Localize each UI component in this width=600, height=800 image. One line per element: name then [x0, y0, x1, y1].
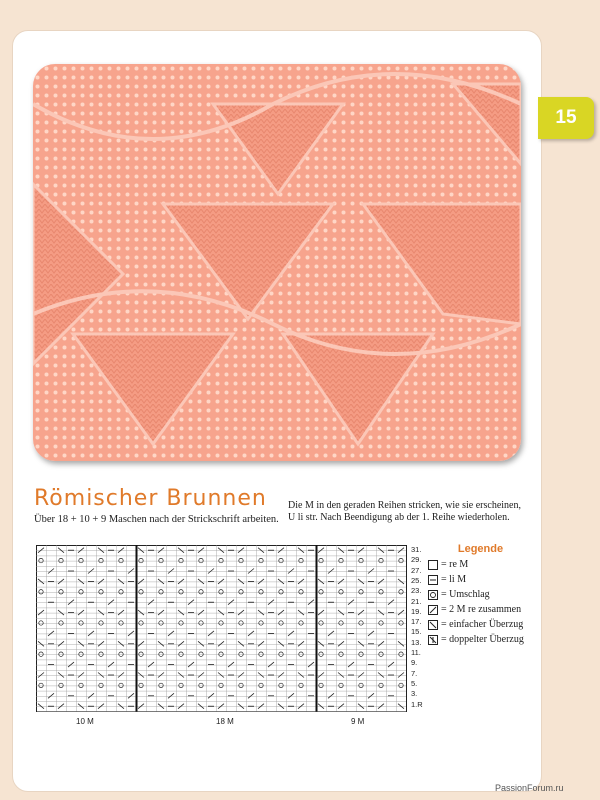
legend-label: = li M [441, 574, 467, 585]
row-number: 23. [411, 586, 422, 596]
legend-item-k2tog [428, 604, 533, 616]
row-number: 11. [411, 648, 421, 657]
row-number: 17. [411, 617, 422, 627]
row-number: 27. [411, 565, 422, 575]
row-number: 13. [411, 637, 422, 647]
legend-label: = doppelter Überzug [441, 634, 524, 645]
knit-icon [428, 560, 438, 570]
row-number: 3. [411, 689, 418, 699]
row-number: 19. [411, 606, 422, 616]
legend-item-yarn-over [428, 589, 533, 601]
row-number: 9. [411, 658, 418, 668]
row-number: 31. [411, 545, 422, 554]
row-number: 25. [411, 575, 422, 585]
knitting-swatch-photo [33, 64, 521, 461]
row-number: 1.R [411, 699, 423, 709]
row-number: 5. [411, 678, 418, 688]
legend-items [428, 559, 533, 646]
segment-label: 10 M [76, 717, 94, 726]
legend-label: = 2 M re zusammen [441, 604, 522, 615]
description-line-2: U li str. Nach Beendigung ab der 1. Reihe wiederholen. [288, 512, 510, 523]
segment-label: 9 M [351, 717, 365, 726]
knitting-chart [36, 545, 408, 717]
legend-item-ssk [428, 619, 533, 631]
yarn-over-icon [428, 590, 438, 600]
legend-title: Legende [457, 543, 504, 555]
legend-label: = re M [441, 559, 469, 570]
description-line-1: Die M in den geraden Reihen stricken, wie sie erscheinen, [288, 500, 521, 511]
row-number: 7. [411, 668, 418, 678]
legend-label: = Umschlag [441, 589, 490, 600]
page-number: 15 [555, 107, 577, 128]
watermark-text: PassionForum.ru [495, 783, 564, 793]
k2tog-icon [428, 605, 438, 615]
legend-item-knit [428, 559, 533, 571]
pattern-subtitle: Über 18 + 10 + 9 Maschen nach der Strickschrift arbeiten. [34, 514, 279, 525]
legend-item-purl [428, 574, 533, 586]
purl-icon [428, 575, 438, 585]
sk2p-icon [428, 635, 438, 645]
row-number: 29. [411, 555, 422, 565]
pattern-description [288, 500, 528, 524]
row-number: 21. [411, 596, 422, 606]
chart-grid [36, 545, 408, 712]
row-number: 15. [411, 627, 422, 637]
pattern-title: Römischer Brunnen [34, 486, 267, 511]
page-number-tab [538, 97, 594, 139]
segment-label: 18 M [216, 717, 234, 726]
ssk-icon [428, 620, 438, 630]
legend-item-sk2p [428, 634, 533, 646]
legend-label: = einfacher Überzug [441, 619, 524, 630]
legend [428, 543, 533, 649]
